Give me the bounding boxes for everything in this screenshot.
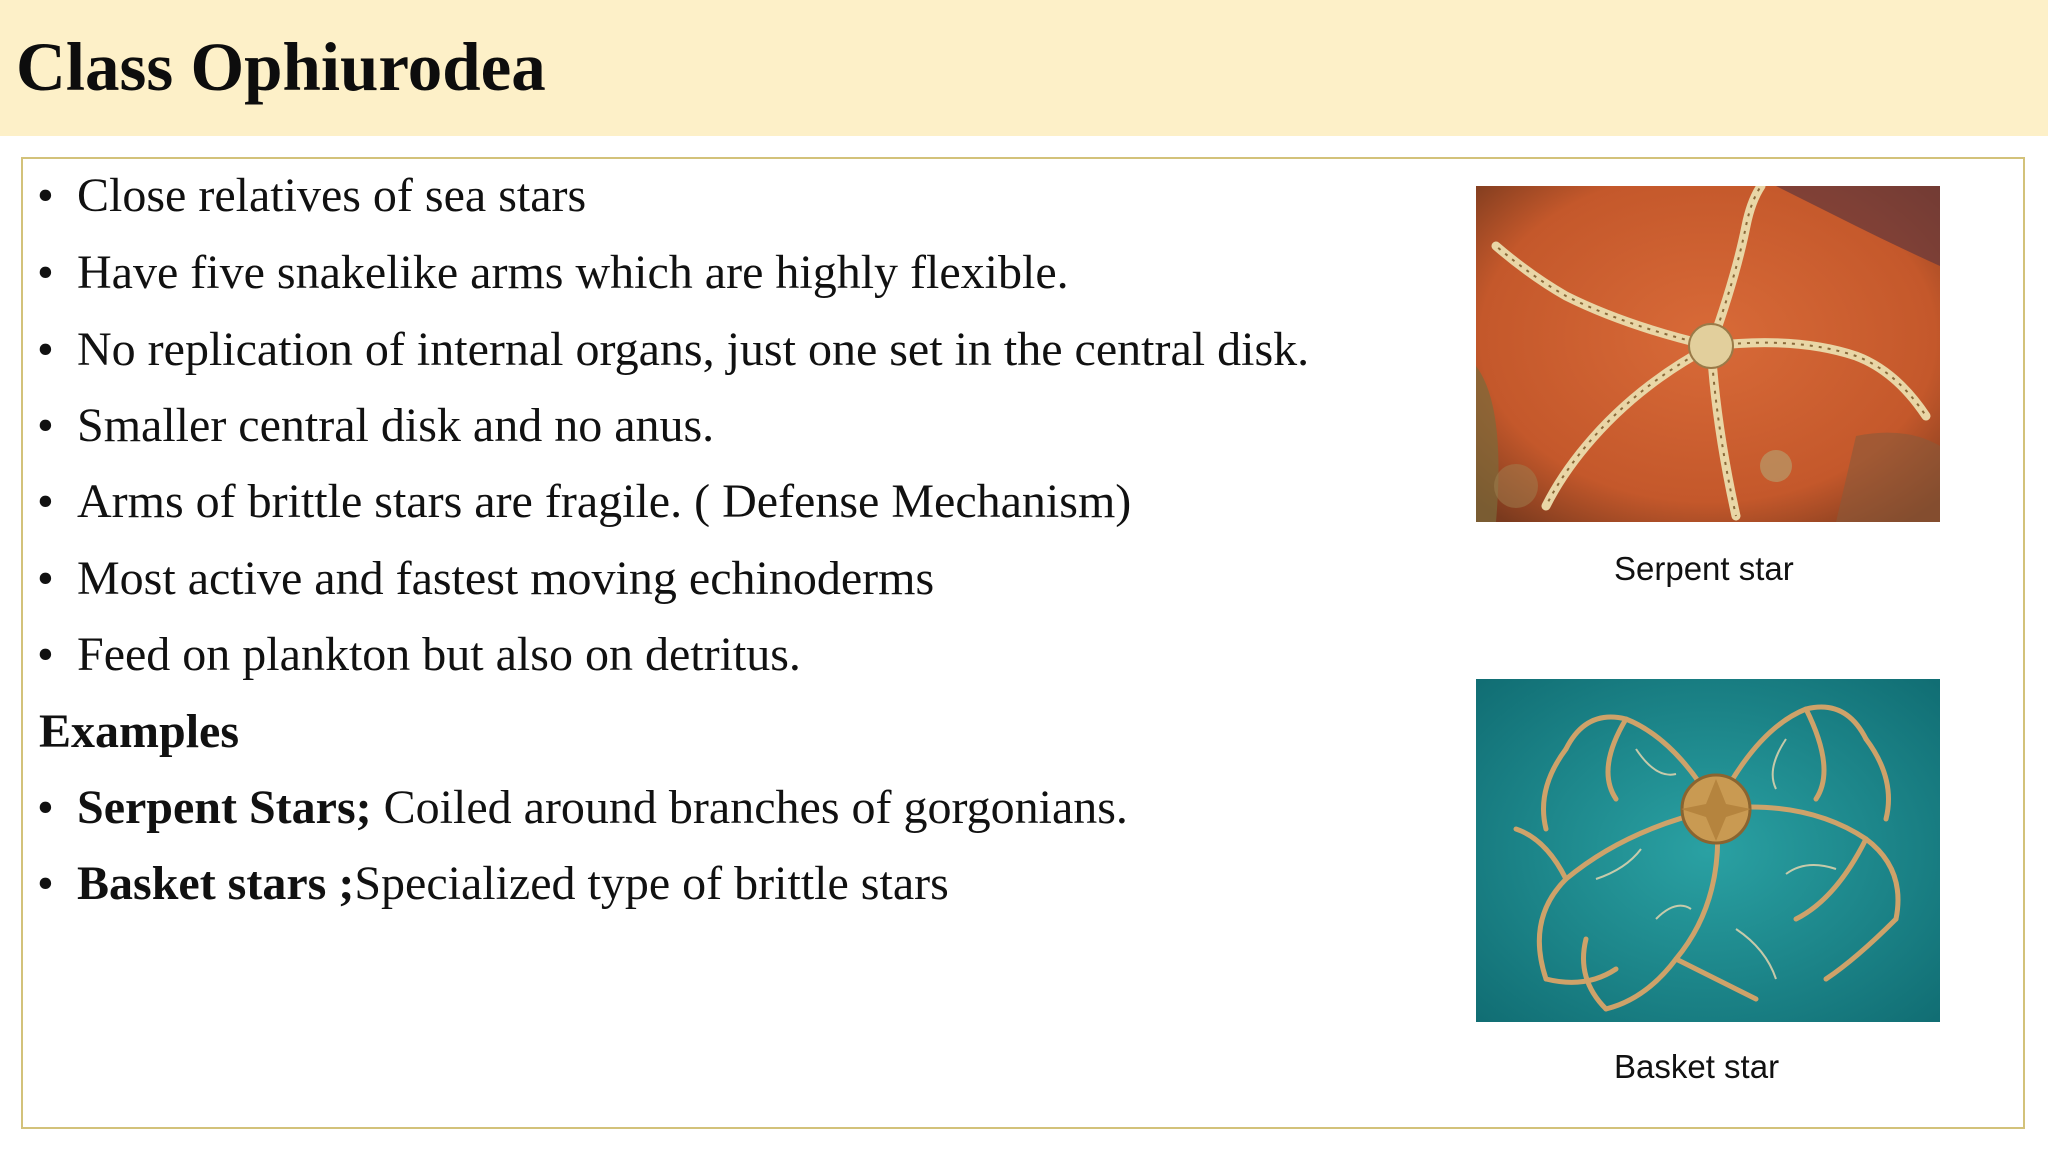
bullet-marker: • [37,399,54,452]
bullet-marker: • [37,628,54,681]
basket-star-caption: Basket star [1614,1048,1780,1085]
bullet-marker: • [37,857,54,910]
title-band [0,0,2048,136]
bullet-text: No replication of internal organs, just one set in the central disk. [77,323,1310,376]
bullet-marker: • [37,552,54,605]
bullet-marker: • [37,246,54,299]
examples-heading: Examples [39,705,240,758]
bullet-marker: • [37,323,54,376]
bullet-marker: • [37,475,54,528]
example-term: Basket stars ; [77,857,355,910]
example-text [77,854,949,914]
serpent-star-photo [1476,186,1940,522]
bullet-text: Smaller central disk and no anus. [77,399,715,452]
bullet-marker: • [37,169,54,222]
example-text [77,778,1128,838]
basket-star-photo [1476,679,1940,1022]
bullet-text: Close relatives of sea stars [77,169,587,222]
slide-title: Class Ophiurodea [16,29,546,105]
bullet-text: Have five snakelike arms which are highly flexible. [77,246,1069,299]
bullet-text: Most active and fastest moving echinoderms [77,552,935,605]
basket-star-illustration [1476,679,1940,1022]
bullet-text: Feed on plankton but also on detritus. [77,628,801,681]
bullet-marker: • [37,781,54,834]
content-box [21,157,2025,1129]
example-description: Specialized type of brittle stars [354,857,949,910]
bullet-text: Arms of brittle stars are fragile. ( Defense Mechanism) [77,475,1132,528]
example-term: Serpent Stars; [77,781,372,834]
serpent-star-illustration [1476,186,1940,522]
serpent-star-caption: Serpent star [1614,550,1794,587]
example-description: Coiled around branches of gorgonians. [371,781,1128,834]
